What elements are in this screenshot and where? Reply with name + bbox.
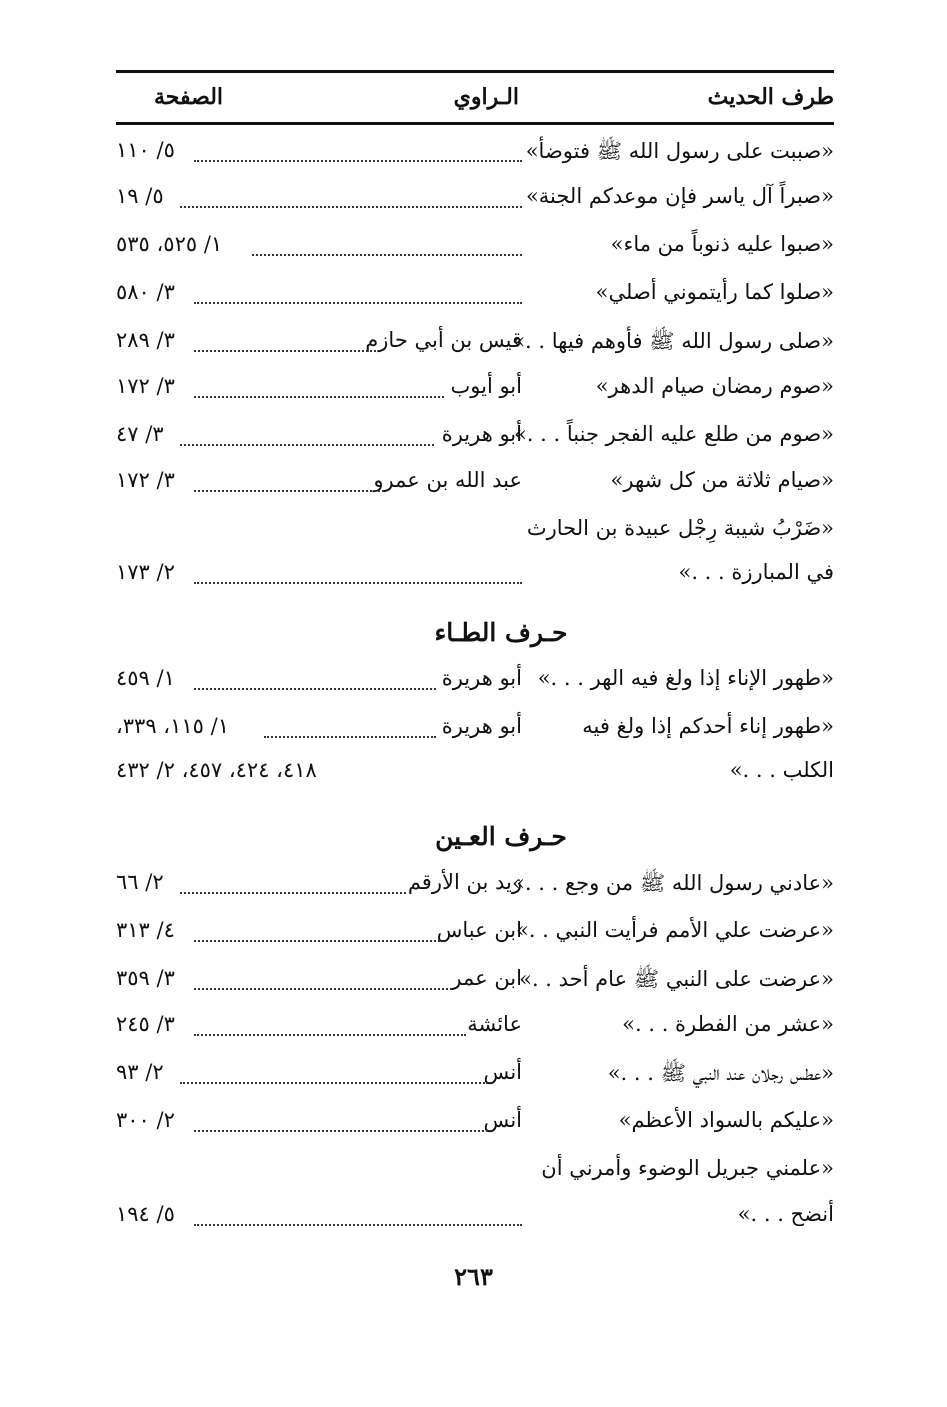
hadith-text: «صوم رمضان صيام الدهر» <box>595 374 834 398</box>
index-row <box>116 458 834 504</box>
hadith-text: «صوم من طلع عليه الفجر جنباً . . .» <box>513 422 834 446</box>
leader-dots <box>180 1082 488 1084</box>
index-row <box>116 1098 834 1144</box>
hadith-text: «عطس رجلان عند النبي ﷺ . . .» <box>607 1061 834 1085</box>
hadith-text: «علمني جبريل الوضوء وأمرني أن <box>541 1156 834 1180</box>
index-row <box>116 1192 834 1238</box>
hadith-text: أنضح . . .» <box>737 1202 834 1226</box>
page-ref: ٢/ ١٧٣ <box>116 560 175 584</box>
hadith-text: «عادني رسول الله ﷺ من وجع . . .» <box>512 871 834 895</box>
header-page: الصفحة <box>154 84 224 110</box>
index-row <box>116 174 834 220</box>
leader-dots <box>264 736 436 738</box>
leader-dots <box>194 302 522 304</box>
header-hadith: طرف الحديث <box>707 84 834 110</box>
index-row <box>116 860 834 906</box>
index-row <box>116 270 834 316</box>
leader-dots <box>180 206 522 208</box>
narrator-name: زيد بن الأرقم <box>407 870 522 894</box>
narrator-name: ابن عباس <box>436 918 522 942</box>
table-header <box>116 78 834 118</box>
hadith-text: «عليكم بالسواد الأعظم» <box>618 1108 834 1132</box>
page-ref: ١/ ٤٥٩ <box>116 666 175 690</box>
leader-dots <box>252 254 522 256</box>
page-ref: ٣/ ٤٧ <box>116 422 164 446</box>
page-ref: ٢/ ٣٠٠ <box>116 1108 175 1132</box>
index-row <box>116 128 834 174</box>
page-ref: ٣/ ٥٨٠ <box>116 280 175 304</box>
hadith-text: «صلوا كما رأيتموني أصلي» <box>595 280 834 304</box>
leader-dots <box>194 396 444 398</box>
index-row <box>116 506 834 552</box>
leader-dots <box>194 490 384 492</box>
index-row <box>116 1050 834 1096</box>
page-ref: ٥/ ١١٠ <box>116 138 175 162</box>
page-ref: ٣/ ٣٥٩ <box>116 966 175 990</box>
hadith-text: «صبراً آل ياسر فإن موعدكم الجنة» <box>525 184 834 208</box>
leader-dots <box>180 892 406 894</box>
narrator-name: أبو هريرة <box>441 422 522 446</box>
page-ref: ٣/ ٢٨٩ <box>116 328 175 352</box>
page-ref: ٣/ ١٧٢ <box>116 468 175 492</box>
hadith-text: «صببت على رسول الله ﷺ فتوضأ» <box>525 139 834 163</box>
leader-dots <box>194 582 522 584</box>
leader-dots <box>194 988 452 990</box>
index-row <box>116 956 834 1002</box>
section-heading-taa: حـرف الطـاء <box>434 618 568 647</box>
leader-dots <box>194 940 444 942</box>
hadith-text: «صبوا عليه ذنوباً من ماء» <box>610 232 834 256</box>
header-narrator: الـراوي <box>453 84 519 110</box>
page-ref: ٤/ ٣١٣ <box>116 918 175 942</box>
hadith-text: «عرضت علي الأمم فرأيت النبي . .» <box>515 918 834 942</box>
leader-dots <box>194 688 436 690</box>
narrator-name: أنس <box>483 1108 522 1132</box>
narrator-name: عبد الله بن عمرو <box>373 468 522 492</box>
index-row <box>116 908 834 954</box>
index-row <box>116 318 834 364</box>
hadith-text: «طهور الإناء إذا ولغ فيه الهر . . .» <box>537 666 834 690</box>
leader-dots <box>180 444 434 446</box>
index-row <box>116 1002 834 1048</box>
hadith-text: الكلب . . .» <box>729 758 834 782</box>
leader-dots <box>194 1034 466 1036</box>
index-row <box>116 364 834 410</box>
hadith-text: «عرضت على النبي ﷺ عام أحد . .» <box>519 967 834 991</box>
page-ref: ٤١٨، ٤٢٤، ٤٥٧، ٢/ ٤٣٢ <box>116 758 317 782</box>
narrator-name: عائشة <box>467 1012 522 1036</box>
page-ref: ٢/ ٦٦ <box>116 870 164 894</box>
page-ref: ٥/ ١٩ <box>116 184 164 208</box>
hadith-text: «عشر من الفطرة . . .» <box>622 1012 834 1036</box>
index-row <box>116 412 834 458</box>
index-row <box>116 656 834 702</box>
hadith-text: «صيام ثلاثة من كل شهر» <box>610 468 834 492</box>
narrator-name: أنس <box>483 1060 522 1084</box>
index-row <box>116 748 834 794</box>
narrator-name: قيس بن أبي حازم <box>365 328 522 352</box>
page-ref: ١/ ١١٥، ٣٣٩، <box>116 714 229 738</box>
index-row <box>116 704 834 750</box>
leader-dots <box>194 1130 488 1132</box>
page-ref: ٥/ ١٩٤ <box>116 1202 175 1226</box>
page-ref: ٣/ ١٧٢ <box>116 374 175 398</box>
page-ref: ٣/ ٢٤٥ <box>116 1012 175 1036</box>
narrator-name: أبو أيوب <box>450 374 522 398</box>
hadith-text: «طهور إناء أحدكم إذا ولغ فيه <box>582 714 834 738</box>
leader-dots <box>194 160 522 162</box>
hadith-text: في المبارزة . . .» <box>678 560 834 584</box>
index-row <box>116 550 834 596</box>
section-heading-ain: حـرف العـين <box>435 822 567 851</box>
page-ref: ١/ ٥٢٥، ٥٣٥ <box>116 232 223 256</box>
narrator-name: ابن عمر <box>451 966 522 990</box>
leader-dots <box>194 1224 522 1226</box>
narrator-name: أبو هريرة <box>441 666 522 690</box>
hadith-text: «ضَرْبُ شيبة رِجْل عبيدة بن الحارث <box>526 516 834 540</box>
page-number: ٢٦٣ <box>454 1262 493 1291</box>
index-row <box>116 1146 834 1192</box>
top-rule <box>116 70 834 73</box>
index-row <box>116 222 834 268</box>
header-rule <box>116 122 834 125</box>
narrator-name: أبو هريرة <box>441 714 522 738</box>
leader-dots <box>194 350 376 352</box>
page-ref: ٢/ ٩٣ <box>116 1060 164 1084</box>
hadith-text: «صلى رسول الله ﷺ فأوهم فيها . .» <box>512 329 834 353</box>
